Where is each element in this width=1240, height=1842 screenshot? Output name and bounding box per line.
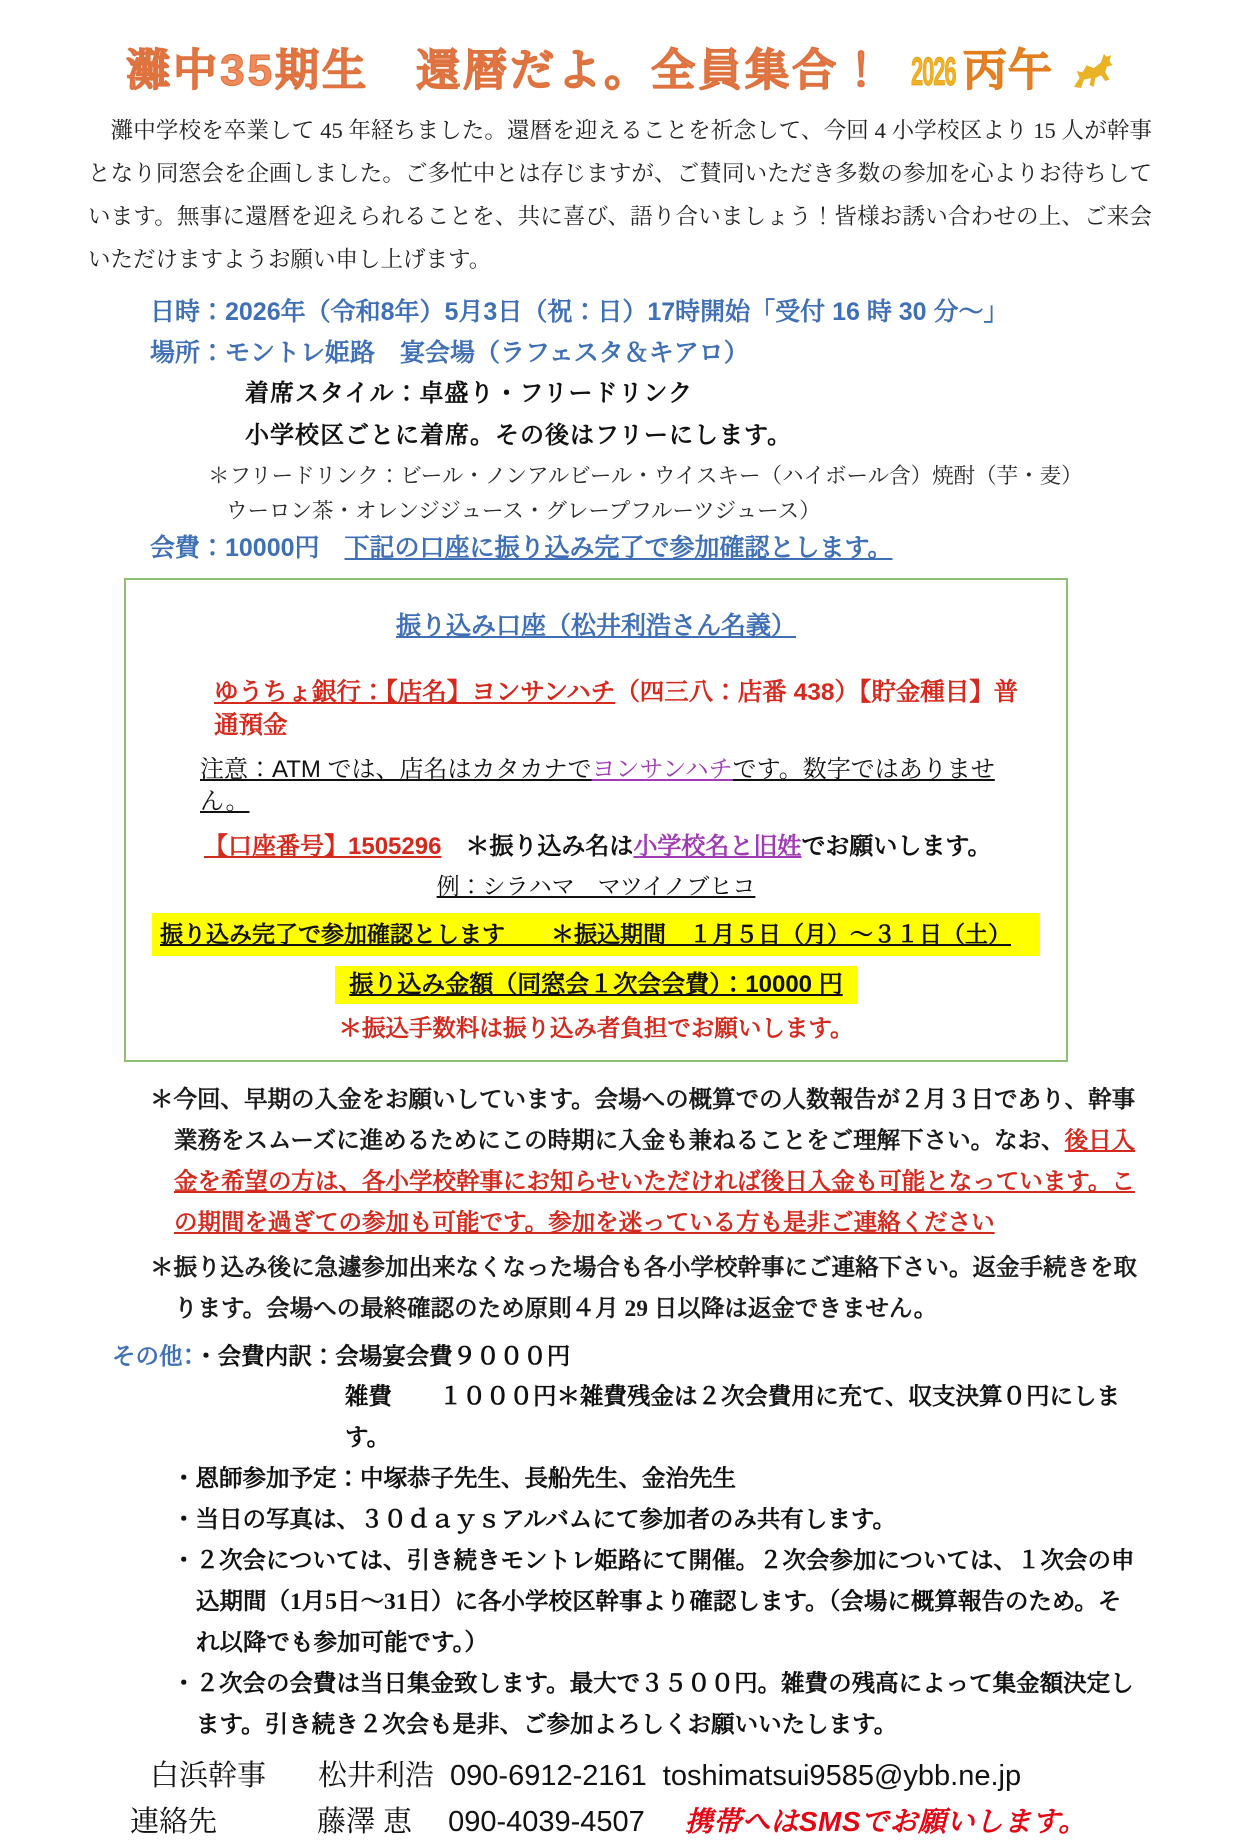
atm-note-branch-kana: ヨンサンハチ [591,756,733,783]
contact2-name: 藤澤 恵 [317,1806,413,1838]
afterparty-line: ・２次会については、引き続きモントレ姫路にて開催。２次会参加については、１次会の申込期間（1月5日～31日）に各小学校区幹事より確認します。（会場に概算報告のため。それ以降でも参加可能です。） [172,1548,1135,1656]
transfer-name-example: 例：シラハマ マツイノブヒコ [436,873,756,899]
contact2-role: 連絡先 [130,1806,218,1838]
page-title [0,34,1240,99]
contact1-email: toshimatsui9585@ybb.ne.jp [662,1760,1022,1792]
contact1-role: 白浜幹事 [150,1760,267,1792]
fee-breakdown-row [112,1336,1142,1377]
bank-box-title: 振り込み口座（松井利浩さん名義） [395,612,796,640]
photos-line: ・当日の写真は、３０ｄａｙｓアルバムにて参加者のみ共有します。 [172,1507,897,1533]
teachers-line: ・恩師参加予定：中塚恭子先生、長船先生、金治先生 [172,1466,736,1492]
account-number: 【口座番号】1505296 [204,833,442,860]
misc-fee-line: 雑費 １０００円＊雑費残金は２次会費用に充て、収支決算０円にします。 [345,1384,1121,1451]
title-zodiac: 丙午 [962,46,1053,95]
bank-branch-detail: （四三八：店番 438） [615,679,859,706]
atm-note-line [200,754,1026,818]
invitation-page [0,34,1240,1838]
fee-note: 下記の口座に振り込み完了で参加確認とします。 [344,534,893,562]
event-place: 場所：モントレ姫路 宴会場（ラフェスタ＆キアロ） [150,339,749,367]
atm-note-pre: 注意：ATM では、店名はカタカナで [200,756,592,783]
event-drink-list-1: ＊フリードリンク：ビール・ノンアルビール・ウイスキー（ハイボール含）焼酎（芋・麦） [208,464,1083,488]
fee-label: 会費：10000円 [150,534,345,562]
event-seating-style: 着席スタイル：卓盛り・フリードリンク [245,380,694,407]
event-details [150,297,1240,564]
name-note-highlight: 小学校名と旧姓 [633,833,802,860]
intro-paragraph: 灘中学校を卒業して 45 年経ちました。還暦を迎えることを祈念して、今回 4 小学校区より 15 人が幹事となり同窓会を企画しました。ご多忙中とは存じますが、ご賛同いただき多数の参加を心よりお待ちしています。無事に還暦を迎えられることを、共に喜び、語り合いましょう！皆様お誘い合わせの上、ご来会いただけますようお願い申し上げます。 [88,118,1152,272]
refund-note: ＊振り込み後に急遽参加出来なくなった場合も各小学校幹事にご連絡下さい。返金手続きを取ります。会場への最終確認のため原則４月 29 日以降は返金できません。 [150,1255,1137,1322]
contact-line-1 [150,1756,1240,1796]
early-payment-note [150,1080,1150,1244]
title-year: 2026 [911,50,956,94]
event-drink-list-2: ウーロン茶・オレンジジュース・グレープフルーツジュース） [226,499,821,523]
account-number-line [204,830,1026,863]
amount-text: 振り込み金額（同窓会１次会会費）：10000 円 [335,966,856,1004]
contact1-name: 松井利浩 [318,1760,435,1792]
name-note-post: でお願いします。 [801,833,992,860]
title-main: 灘中35期生 還暦だよ。全員集合！ [126,46,887,95]
event-fee-line [150,533,1240,564]
deadline-text: 振り込み完了で参加確認とします ＊振込期間 １月５日（月）～３１日（土） [160,921,1011,947]
contact1-phone: 090-6912-2161 [450,1760,647,1792]
atm-note-post: です。数字ではありません。 [200,756,995,815]
bank-name-line [214,676,1026,742]
bank-transfer-box [124,578,1068,1062]
amount-highlight-row [166,966,1026,1004]
name-note-pre: ＊振り込み名は [441,833,634,860]
bank-account-type: 【貯金種目】普通預金 [214,679,1019,739]
afterparty-fee-line: ・２次会の会費は当日集金致します。最大で３５００円。雑費の残高によって集金額決定します。引き続き２次会も是非、ご参加よろしくお願いいたします。 [172,1671,1134,1738]
early-payment-black: ＊今回、早期の入金をお願いしています。会場への概算での人数報告が２月３日であり、幹事業務をスムーズに進めるためにこの時期に入金も兼ねることをご理解下さい。なお、 [150,1087,1136,1154]
bank-branch: 【店名】ヨンサンハチ [385,679,616,706]
fee-breakdown: ・会費内訳：会場宴会費９０００円 [194,1343,571,1369]
early-payment-red: 後日入金を希望の方は、各小学校幹事にお知らせいただければ後日入金も可能となっています。この期間を過ぎての参加も可能です。参加を迷っている方も是非ご連絡ください [174,1128,1136,1236]
fee-burden-note: ＊振込手数料は振り込み者負担でお願いします。 [338,1016,854,1042]
contact-line-2 [130,1802,1240,1842]
contact2-phone: 090-4039-4507 [448,1806,645,1838]
event-seating-note: 小学校区ごとに着席。その後はフリーにします。 [245,422,793,449]
others-section [112,1336,1142,1746]
transfer-name-example-row [166,871,1026,901]
bank-name: ゆうちょ銀行： [214,679,386,706]
deadline-highlight-row [152,913,1040,956]
event-datetime: 日時：2026年（令和8年）5月3日（祝：日）17時開始「受付 16 時 30 分～」 [150,298,1009,326]
notes-section [150,1080,1150,1330]
horse-icon [1068,51,1114,99]
bank-box-title-row [166,606,1026,642]
others-label: その他： [112,1343,195,1369]
sms-request-note: 携帯へはSMSでお願いします。 [684,1806,1087,1837]
contact-footer [0,1756,1240,1842]
